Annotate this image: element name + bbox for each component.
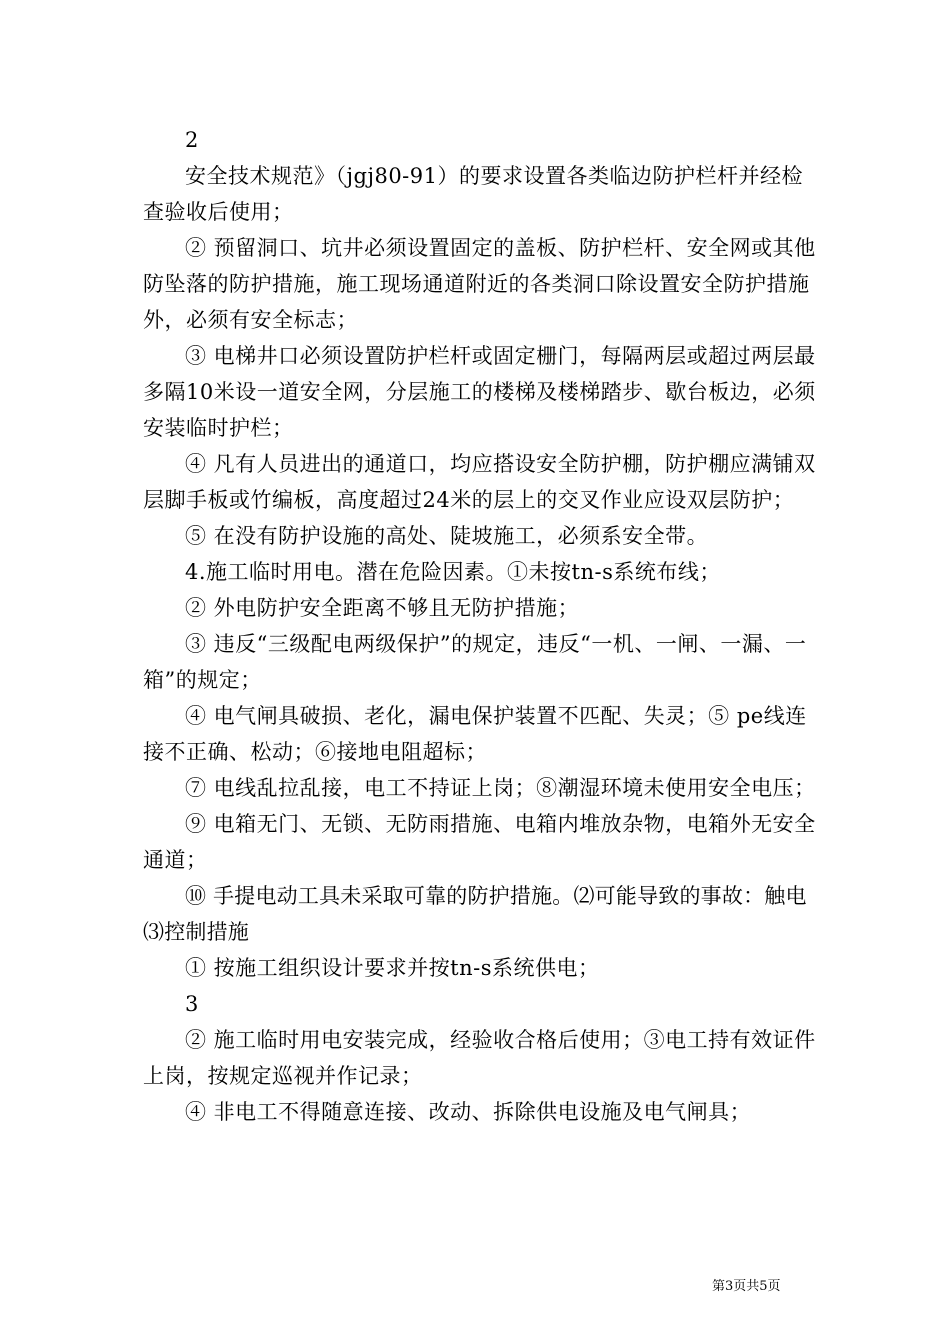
paragraph: 安全技术规范》（jgj80-91）的要求设置各类临边防护栏杆并经检查验收后使用； — [143, 164, 804, 224]
paragraph: ⑨ 电箱无门、无锁、无防雨措施、电箱内堆放杂物，电箱外无安全通道； — [143, 812, 816, 872]
paragraph: ③ 电梯井口必须设置防护栏杆或固定栅门，每隔两层或超过两层最多隔10米设一道安全网，分层施工的楼梯及楼梯踏步、歇台板边，必须安装临时护栏； — [143, 344, 816, 440]
page-number-marker: 2 — [185, 128, 199, 152]
paragraph: ② 施工临时用电安装完成，经验收合格后使用；③电工持有效证件上岗，按规定巡视并作记录； — [143, 1028, 816, 1088]
paragraph: ④ 非电工不得随意连接、改动、拆除供电设施及电气闸具； — [185, 1100, 752, 1124]
paragraph: ④ 电气闸具破损、老化，漏电保护装置不匹配、失灵；⑤ pe线连接不正确、松动；⑥接地电阻超标； — [143, 704, 807, 764]
paragraph: ④ 凡有人员进出的通道口，均应搭设安全防护棚，防护棚应满铺双层脚手板或竹编板，高度超过24米的层上的交叉作业应设双层防护； — [143, 452, 816, 512]
document-body — [143, 122, 823, 1130]
paragraph: 4.施工临时用电。潜在危险因素。①未按tn-s系统布线； — [185, 560, 721, 584]
page-footer — [712, 1275, 781, 1294]
paragraph: ① 按施工组织设计要求并按tn-s系统供电； — [185, 956, 600, 980]
paragraph: ⑤ 在没有防护设施的高处、陡坡施工，必须系安全带。 — [185, 524, 709, 548]
paragraph: ② 外电防护安全距离不够且无防护措施； — [185, 596, 580, 620]
paragraph: ⑦ 电线乱拉乱接，电工不持证上岗；⑧潮湿环境未使用安全电压； — [185, 776, 816, 800]
page-count-text: 第3页共5页 — [712, 1279, 781, 1294]
paragraph: ② 预留洞口、坑井必须设置固定的盖板、防护栏杆、安全网或其他防坠落的防护措施，施工现场通道附近的各类洞口除设置安全防护措施外，必须有安全标志； — [143, 236, 816, 332]
paragraph: ③ 违反“三级配电两级保护”的规定，违反“一机、一闸、一漏、一箱”的规定； — [143, 632, 807, 692]
paragraph: ⑩ 手提电动工具未采取可靠的防护措施。⑵可能导致的事故：触电⑶控制措施 — [143, 884, 807, 944]
page-number-marker: 3 — [185, 992, 199, 1016]
